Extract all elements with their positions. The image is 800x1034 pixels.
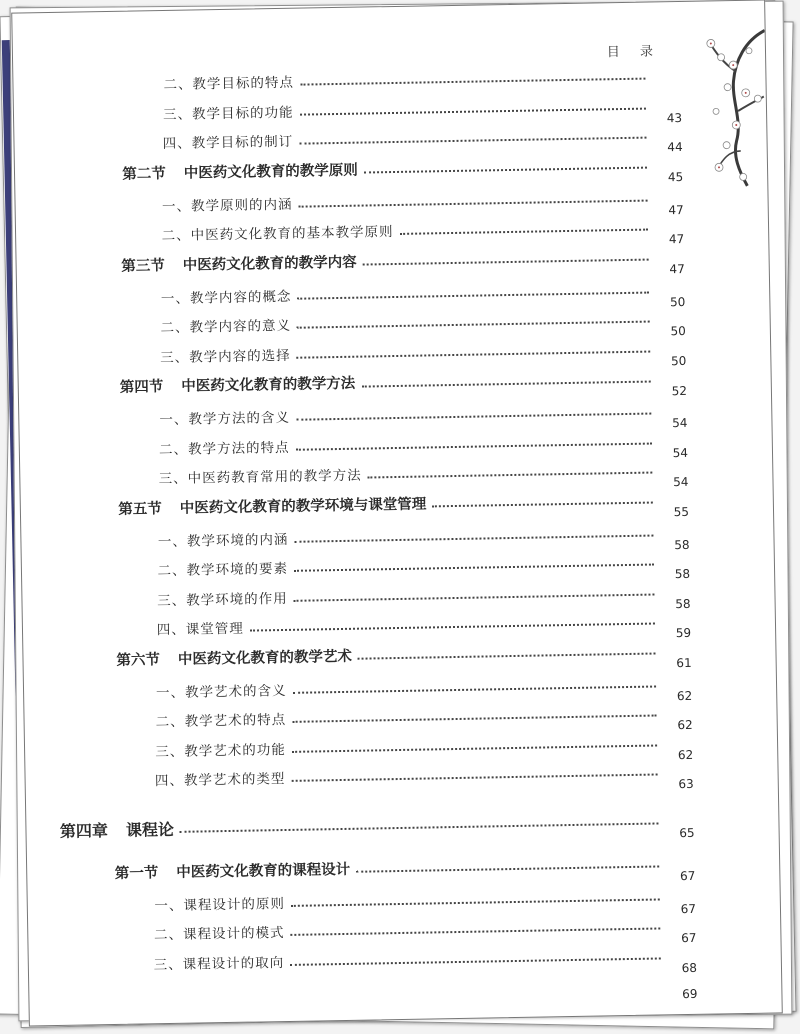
toc-entry-number: 第四章 <box>59 820 109 841</box>
toc-subsection-row <box>159 399 688 431</box>
toc-leader-dots <box>294 564 654 572</box>
toc-subsection-row <box>153 914 697 946</box>
toc-page-number: 43 <box>666 110 683 125</box>
toc-page-number: 50 <box>669 294 686 309</box>
toc-entry-title: 二、中医药文化教育的基本教学原则 <box>161 224 394 245</box>
toc-leader-dots <box>292 744 657 752</box>
toc-entry-label <box>158 464 361 488</box>
toc-page-number: 62 <box>677 747 694 762</box>
toc-entry-title: 二、教学内容的意义 <box>160 317 292 337</box>
toc-entry-label <box>155 767 286 789</box>
toc-entry-label <box>121 250 357 275</box>
toc-entry-number: 第一节 <box>114 864 159 882</box>
toc-subsection-row <box>161 215 685 247</box>
toc-entry-number: 第四节 <box>119 379 164 396</box>
toc-entry-title: 一、教学内容的概念 <box>160 288 292 307</box>
toc-leader-dots <box>180 822 659 832</box>
toc-entry-label <box>120 372 356 397</box>
toc-leader-dots <box>356 865 659 872</box>
toc-leader-dots <box>299 199 648 207</box>
toc-subsection-row <box>155 730 694 762</box>
toc-subsection-row <box>158 458 689 490</box>
page-header-title: 目 录 <box>606 44 662 61</box>
toc-entry-title: 课程论 <box>125 819 175 840</box>
toc-leader-dots <box>300 78 645 86</box>
toc-page-number: 67 <box>681 930 697 946</box>
toc-page-number: 58 <box>675 596 691 611</box>
toc-entry-number: 第六节 <box>116 651 161 669</box>
toc-page-number: 63 <box>678 776 694 792</box>
toc-page-number: 61 <box>676 655 692 671</box>
toc-entry-label <box>154 892 285 914</box>
toc-page-number: 62 <box>676 688 693 703</box>
toc-entry-title: 三、教学目标的功能 <box>162 104 294 123</box>
toc-entry-label <box>163 130 294 152</box>
toc-page-number: 47 <box>668 202 684 217</box>
toc-section-row <box>122 152 683 183</box>
toc-page-number: 52 <box>671 383 688 398</box>
toc-section-row <box>118 487 689 518</box>
toc-subsection-row <box>157 520 690 552</box>
toc-entry-title: 一、教学原则的内涵 <box>161 196 293 215</box>
toc-entry-label <box>162 192 293 214</box>
toc-subsection-row <box>155 671 693 703</box>
toc-entry-label <box>155 708 286 730</box>
toc-entry-label <box>159 435 290 457</box>
toc-leader-dots <box>296 442 652 450</box>
toc-entry-label <box>116 644 352 669</box>
toc-leader-dots <box>363 259 649 266</box>
toc-entry-number: 第二节 <box>122 165 166 183</box>
toc-page-number: 54 <box>672 445 689 460</box>
toc-subsection-row <box>155 701 693 733</box>
toc-subsection-row <box>160 307 686 339</box>
toc-entry-title: 中医药文化教育的教学内容 <box>182 254 357 274</box>
toc-entry-title: 二、教学艺术的特点 <box>155 711 287 731</box>
toc-page <box>11 0 783 1027</box>
toc-subsection-row <box>162 93 683 125</box>
toc-entry-label <box>161 284 292 306</box>
toc-subsection-row <box>158 428 689 460</box>
toc-subsection-row <box>160 336 687 368</box>
toc-leader-dots <box>297 291 649 299</box>
plum-blossom-branch-icon <box>674 1 768 213</box>
toc-leader-dots <box>297 350 651 358</box>
toc-leader-dots <box>297 321 650 329</box>
toc-page-number: 47 <box>668 231 685 247</box>
toc-chapter-row <box>60 807 695 841</box>
toc-entry-label <box>155 737 286 759</box>
toc-subsection-row <box>163 64 681 93</box>
toc-subsection-row <box>161 185 684 217</box>
toc-subsection-row <box>156 609 692 641</box>
toc-entry-label <box>159 406 290 428</box>
toc-subsection-row <box>162 123 683 155</box>
toc-entry-label <box>160 314 291 336</box>
toc-entry-label <box>60 816 174 841</box>
toc-page-number: 58 <box>674 537 690 552</box>
toc-entry-number: 第三节 <box>121 257 165 275</box>
toc-page-number: 58 <box>674 566 691 582</box>
toc-subsection-row <box>154 760 694 792</box>
toc-leader-dots <box>294 534 653 542</box>
toc-entry-title: 一、教学环境的内涵 <box>157 531 289 550</box>
toc-leader-dots <box>358 653 656 660</box>
toc-entry-title: 四、教学艺术的类型 <box>154 770 286 790</box>
toc-entry-label <box>157 617 244 639</box>
toc-entry-label <box>158 527 289 549</box>
toc-page-number: 69 <box>682 986 698 1002</box>
toc-leader-dots <box>299 137 646 145</box>
toc-entry-title: 四、教学目标的制订 <box>162 133 294 153</box>
toc-leader-dots <box>290 957 661 965</box>
toc-leader-dots <box>300 107 646 115</box>
toc-entry-title: 中医药文化教育的教学环境与课堂管理 <box>179 495 427 517</box>
toc-entry-title: 一、教学方法的含义 <box>159 409 291 429</box>
toc-leader-dots <box>250 623 655 632</box>
toc-entry-title: 三、中医药教育常用的教学方法 <box>158 467 362 488</box>
toc-leader-dots <box>291 927 661 935</box>
toc-leader-dots <box>292 715 656 723</box>
toc-entry-title: 三、教学环境的作用 <box>157 590 288 609</box>
toc-leader-dots <box>432 502 653 508</box>
toc-subsection-row <box>153 973 698 1002</box>
toc-subsection-row <box>154 884 697 916</box>
toc-subsection-row <box>160 277 686 309</box>
toc-section-row <box>116 638 691 669</box>
toc-entry-title: 二、教学目标的特点 <box>163 74 295 94</box>
toc-entry-label <box>153 951 284 973</box>
toc-entry-label <box>154 921 285 943</box>
toc-leader-dots <box>294 593 655 601</box>
toc-page-number: 55 <box>673 504 690 520</box>
toc-entry-title: 二、课程设计的模式 <box>153 925 285 944</box>
toc-entry-title: 一、课程设计的原则 <box>154 895 286 914</box>
toc-section-row <box>121 244 685 275</box>
toc-leader-dots <box>291 773 657 781</box>
toc-entry-title: 中医药文化教育的教学方法 <box>181 375 356 395</box>
toc-page-number: 47 <box>669 261 685 277</box>
toc-subsection-row <box>153 943 698 975</box>
toc-entry-label <box>122 158 358 183</box>
toc-page-number: 67 <box>680 901 697 916</box>
toc-page-number: 54 <box>673 474 689 490</box>
toc-page-number: 44 <box>667 139 683 155</box>
toc-entry-title: 一、教学艺术的含义 <box>155 682 287 701</box>
toc-entry-label <box>157 557 288 579</box>
toc-entry-title: 四、课堂管理 <box>156 620 244 639</box>
toc-leader-dots <box>361 380 650 387</box>
toc-page-number: 59 <box>675 625 692 641</box>
toc-leader-dots <box>368 472 653 479</box>
toc-entry-label <box>115 857 351 882</box>
toc-entry-label <box>163 71 294 93</box>
toc-section-row <box>115 851 696 882</box>
toc-entry-title: 二、教学方法的特点 <box>158 439 290 458</box>
toc-entry-label <box>161 220 393 244</box>
toc-page-number: 54 <box>672 415 688 431</box>
toc-page-number: 67 <box>679 868 696 884</box>
toc-page-number: 45 <box>667 169 684 185</box>
toc-leader-dots <box>296 413 651 421</box>
toc-entry-title: 三、教学艺术的功能 <box>155 741 286 760</box>
toc-subsection-row <box>157 579 691 611</box>
toc-entry-label <box>118 492 426 518</box>
toc-section-row <box>120 366 687 397</box>
toc-entry-title: 三、课程设计的取向 <box>153 954 285 973</box>
toc-leader-dots <box>364 167 647 174</box>
toc-page-number: 50 <box>670 323 686 339</box>
toc-entry-label <box>160 343 291 365</box>
toc-leader-dots <box>400 229 648 235</box>
toc-page-number: 68 <box>681 960 698 975</box>
toc-entry-label <box>163 100 294 122</box>
toc-leader-dots <box>293 685 656 693</box>
toc-page-number: 65 <box>679 825 695 841</box>
toc-entry-title: 中医药文化教育的教学艺术 <box>177 648 353 668</box>
toc-entry-label <box>157 586 288 608</box>
toc-entry-title: 二、教学环境的要素 <box>157 560 289 580</box>
toc-leader-dots <box>291 898 660 906</box>
toc-entry-title: 三、教学内容的选择 <box>160 347 291 366</box>
toc-entry-label <box>156 678 287 700</box>
toc-page-number: 50 <box>670 353 687 368</box>
toc-entry-title: 中医药文化教育的教学原则 <box>183 162 358 182</box>
toc-subsection-row <box>157 550 691 582</box>
toc-entry-title: 中医药文化教育的课程设计 <box>176 861 351 881</box>
toc-entry-number: 第五节 <box>118 500 162 518</box>
toc-page-number: 62 <box>677 717 693 733</box>
